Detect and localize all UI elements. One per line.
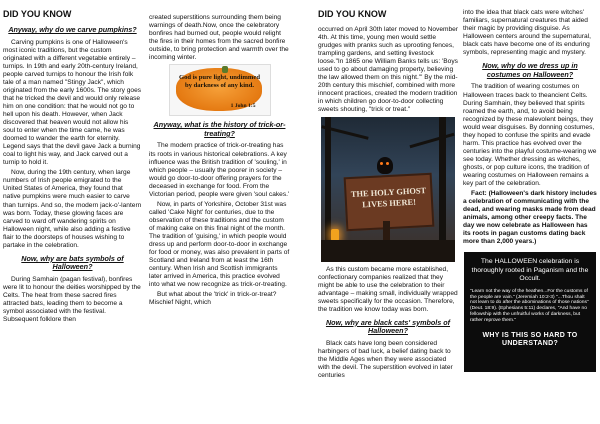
paragraph-bats-continued: created superstitions surrounding them being warnings of death.Now, once the celebratory bonfires had burned out, people would relight the fires in their homes from the sacred bonfire outside, to bring protection and warmth over the incoming winter.: [149, 14, 289, 62]
heading-bats: Now, why are bats symbols of Halloween?: [21, 253, 124, 272]
did-you-know-banner-2: DID YOU KNOW: [318, 9, 387, 19]
heading-black-cats: Now, why are black cats' symbols of Halloween?: [325, 317, 451, 336]
owl-eye-icon: [380, 162, 383, 165]
heading-carve-pumpkins: Anyway, why do we carve pumpkins?: [8, 25, 137, 34]
heading-costumes: Now, why do we dress up in costumes on Halloween?: [482, 61, 578, 79]
paragraph-confectionary: As this custom became more established, confectionary companies realized that they might be able to use the celebration to their advantage – making small, individually wrapped sweets specifically for the occasion. Therefore, the tradition we know today was born.: [318, 265, 458, 313]
did-you-know-banner: DID YOU KNOW: [3, 9, 72, 19]
holy-ghost-sign-image: [321, 117, 455, 262]
paragraph-mischief-night: occurred on April 30th later moved to November 4th. At this time, young men would settle grudges with pranks such as uprooting fences, trampling gardens, and setting livestock loose."In 1865 one William Banks tells us: 'Boys used to go about damaging property, believing the law allowed them on this night.'" By the mid-20th century this mischief, combined with more innocent practices, created the modern tradition in which children go door-to-door collecting sweets shouting, "trick or treat.": [318, 26, 458, 114]
paragraph-cats-continued: into the idea that black cats were witches' familiars, supernatural creatures that aided their magic by providing disguise. As Halloween centers around the supernatural, black cats have become one of its enduring symbols, representing magic and mystery.: [463, 9, 591, 57]
paragraph-trick-1: The modern practice of trick-or-treating has its roots in various historical celebrations. A key influence was the British tradition of 'souling,' in which people – usually the poorer in society – would go door-to-door offering prayers for the deceased in exchange for food. From the Victorian period, people were given 'soul cakes.': [149, 142, 290, 198]
pumpkin-verse-text: God is pure light, undimmed by darkness of any kind.: [178, 74, 261, 89]
scripture-box: [464, 252, 596, 372]
pumpkin-stem-icon: [222, 66, 228, 73]
box-scripture: "Learn not the way of the heathen...For the customs of the people are vain." (Jeremiah 10:2-3) "...Thou shalt not learn to do after the abominations of those nations" (Deut. 18:9). (Ephesians 5:11) declares, "And have no fellowship with the unfruitful works of darkness, but rather reprove them.": [470, 288, 589, 324]
box-question: WHY IS THIS SO HARD TO UNDERSTAND?: [482, 332, 578, 348]
paragraph-pumpkins-1: Carving pumpkins is one of Halloween's most iconic traditions, but the custom originated with a different vegetable entirely – turnips. In 19th and early 20th-century Ireland, people carved turnips to honour the Irish folk tale of a man named "Stingy Jack", which originated from the early 1600s. The story goes that he tricked the devil and would only release him on one condition: that he would not go to hell upon his death. However, when Jack discovered that heaven would not allow his soul to enter when the time came, he was doomed to wander the earth for eternity. Legend says that the devil gave Jack a burning coal to light his way, and Jack carved out a turnip to hold it.: [3, 38, 142, 167]
column-3: [318, 0, 458, 424]
tree-trunk-left: [325, 117, 331, 247]
box-headline: The HALLOWEEN celebration is thoroughly rooted in Paganism and the Occult.: [471, 258, 589, 283]
paragraph-pumpkins-2: Now, during the 19th century, when large numbers of Irish people emigrated to the United States of America, they found that native pumpkins were much easier to carve than turnips. And so, the modern jack-o'-lantern was born. Today, these glowing faces are carved to ward off wandering spirits on Halloween night, while also adding a festive flair to the doorsteps of houses wishing to partake in the celebration.: [3, 169, 142, 249]
pumpkin-verse-image: [169, 64, 271, 116]
paragraph-bats: During Samhain (pagan festival), bonfires were lit to honour the deities worshipped by the Celts. The heat from these sacred fires attracted bats, leading them to become a symbol associated with the festival. Subsequent folklore then: [3, 276, 141, 324]
column-4: [463, 0, 597, 424]
heading-trick-or-treat: Anyway, what is the history of trick-or-treating?: [153, 120, 286, 138]
paragraph-trick-3: But what about the 'trick' in trick-or-treat? Mischief Night, which: [149, 291, 277, 307]
paragraph-black-cats: Black cats have long been considered harbingers of bad luck, a belief dating back to the Middle Ages when they were associated with the devil. The superstition evolved in later centuries: [318, 339, 453, 380]
paragraph-trick-2: Now, in parts of Yorkshire, October 31st was called 'Cake Night' for centuries, due to the observation of these traditions and the custom of making cake on this final night of the month. The tradition of 'guising,' in which people would dress up and perform door-to-door in exchange for food or money, was also prevalent in parts of Scotland and Ireland from at least the 16th century. When Irish and Scottish immigrants later arrived in America, this practice evolved into what we now recognize as trick-or-treating.: [149, 200, 290, 289]
column-1: [3, 0, 142, 424]
pumpkin-verse-reference: 1 John 1:5: [230, 103, 256, 110]
owl-eye-icon: [386, 162, 389, 165]
tree-branch: [409, 132, 454, 148]
sign-text: THE HOLY GHOST LIVES HERE!: [350, 185, 427, 209]
paragraph-costumes: The tradition of wearing costumes on Halloween traces back to theancient Celts. During Samhain, they believed that spirits roamed the earth, and, to avoid being recognized by these malevolent beings, they would wear disguises. By donning costumes, they hoped to confuse the spirits and evade harm. This practice has evolved over the centuries into the playful costume-wearing we see today. Whether dressing as witches, ghosts, or pop culture icons, the tradition of wearing costumes on Halloween remains a key part of the celebration.: [463, 83, 597, 188]
column-2: [149, 0, 290, 424]
owl-icon: [377, 157, 393, 174]
fact-paragraph: Fact: (Halloween's dark history includes a celebration of communicating with the dead, and wearing masks made from dead animals, among other creepy facts. The day we now celebrate as Halloween has its roots in pagan customs dating back more than 2,000 years.): [463, 190, 597, 246]
ground: [321, 240, 455, 262]
